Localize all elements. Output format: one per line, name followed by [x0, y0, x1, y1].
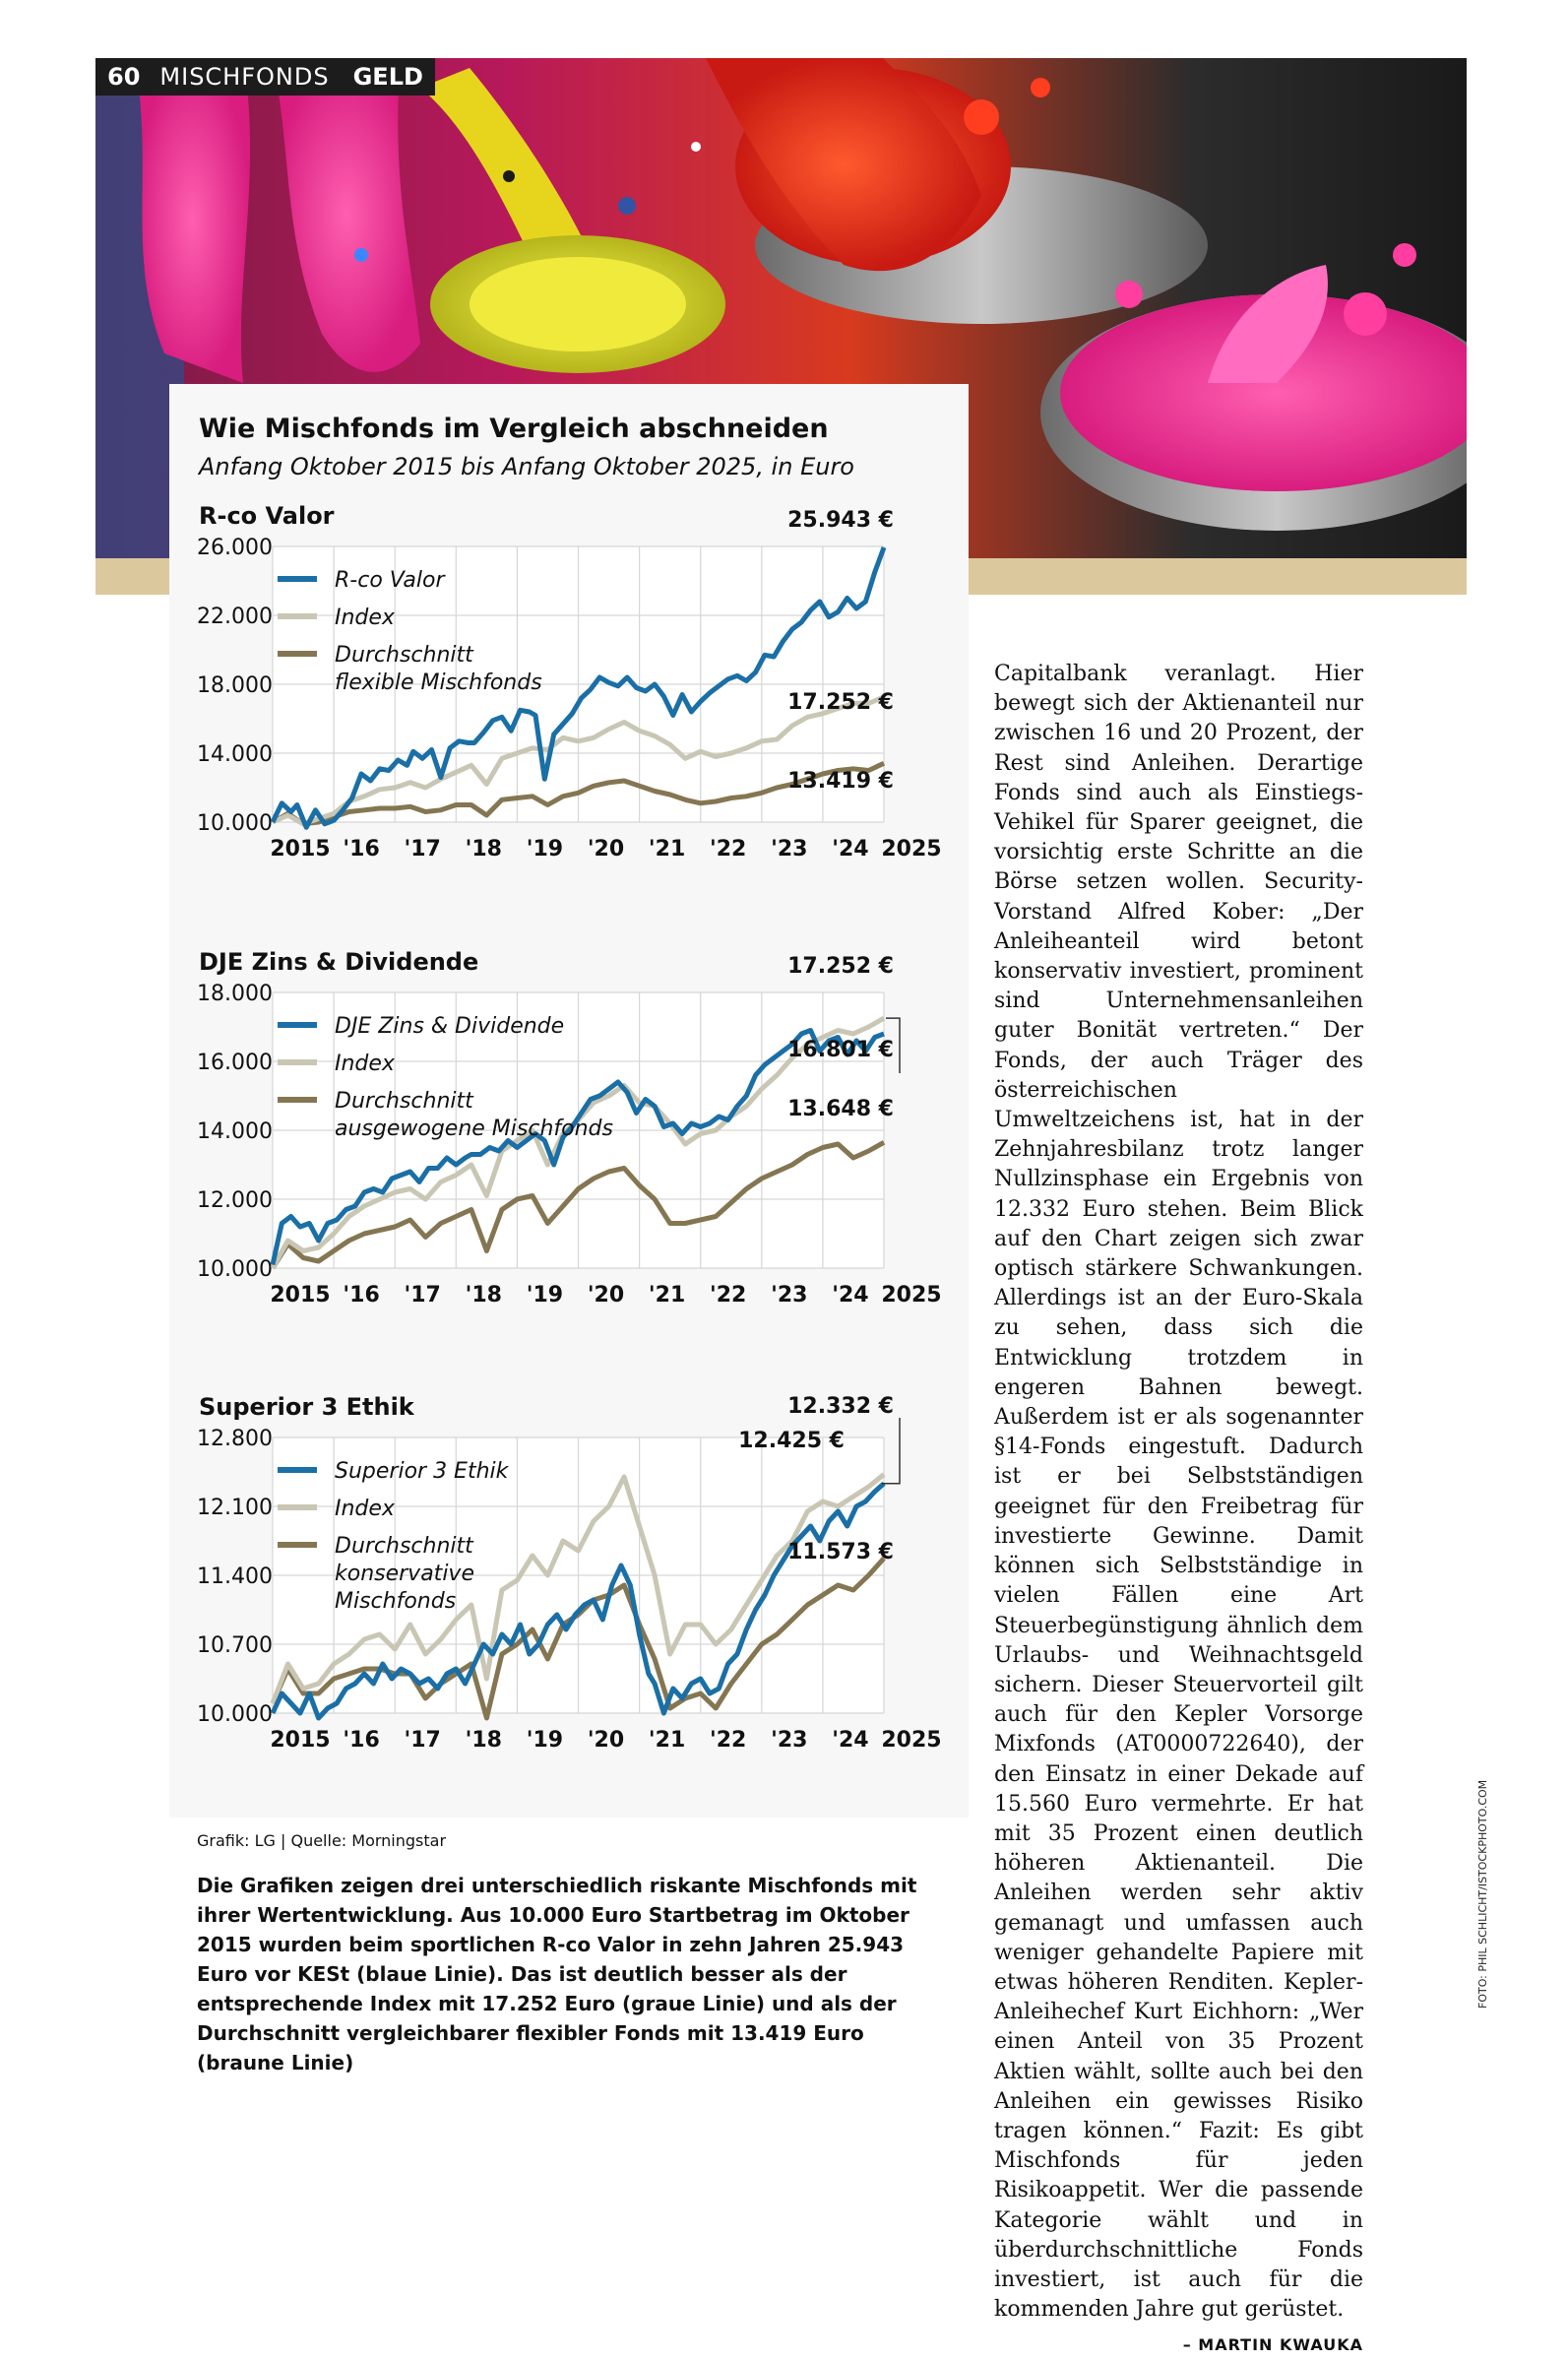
- x-tick-label: '24: [832, 1283, 869, 1308]
- x-tick-label: '23: [771, 1283, 808, 1308]
- article-body: Capitalbank veranlagt. Hier bewegt sich der Aktienanteil nur zwischen 16 und 20 Prozent, der Rest sind Anleihen. Derartige Fonds sind auch als Einstiegs-Vehikel für Sparer geeignet, die vorsichtig erste Schritte an die Börse setzen wollen. Security-Vorstand Alfred Kober: „Der Anleiheanteil wird betont konservativ investiert, prominent sind Unternehmensanleihen guter Bonität vertreten.“ Der Fonds, der auch Träger des österreichischen Umweltzeichens ist, hat in der Zehnjahresbilanz trotz langer Nullzinsphase ein Ergebnis von 12.332 Euro stehen. Beim Blick auf den Chart zeigen sich zwar optisch stärkere Schwankungen. Allerdings ist an der Euro-Skala zu sehen, dass sich die Entwicklung trotzdem in engeren Bahnen bewegt. Außerdem ist er als sogenannter §14-Fonds eingestuft. Dadurch ist er bei Selbstständigen geeignet für den Freibetrag für investierte Gewinne. Damit können sich Selbstständige in vielen Fällen eine Art Steuerbegünstigung ähnlich dem Urlaubs- und Weihnachtsgeld sichern. Dieser Steuervorteil gilt auch für den Kepler Vorsorge Mixfonds (AT0000722640), der den Einsatz in einer Dekade auf 15.560 Euro vermehrte. Er hat mit 35 Prozent einen deutlich höheren Aktienanteil. Die Anleihen werden sehr aktiv gemanagt und umfassen auch weniger gehandelte Papiere mit etwas höheren Renditen. Kepler-Anleihechef Kurt Eichhorn: „Wer einen Anteil von 35 Prozent Aktien wählt, sollte auch bei den Anleihen ein gewisses Risiko tragen können.“ Fazit: Es gibt Mischfonds für jeden Risikoappetit. Wer die passende Kategorie wählt und in überdurchschnittliche Fonds investiert, ist auch für die kommenden Jahre gut gerüstet.: [994, 662, 1363, 2323]
- y-tick-label: 12.800: [197, 1427, 273, 1451]
- page-number: 60: [107, 63, 141, 91]
- y-tick-label: 18.000: [197, 982, 273, 1006]
- legend-label: Durchschnitt: [335, 1534, 473, 1559]
- figure-source: Grafik: LG | Quelle: Morningstar: [197, 1831, 447, 1850]
- chart-superior: [169, 1393, 969, 1817]
- x-tick-label: 2025: [881, 1283, 942, 1308]
- article-column: [994, 660, 1363, 2361]
- end-value-label: 13.648 €: [787, 1097, 894, 1121]
- article-author: – MARTIN KWAUKA: [1182, 2335, 1363, 2355]
- y-tick-label: 12.100: [197, 1496, 273, 1520]
- x-tick-label: '19: [526, 1283, 564, 1308]
- legend-label: ausgewogene Mischfonds: [335, 1117, 613, 1141]
- figure-title: Wie Mischfonds im Vergleich abschneiden: [199, 414, 829, 444]
- legend-label: Superior 3 Ethik: [335, 1459, 509, 1484]
- legend-label: Mischfonds: [335, 1589, 457, 1614]
- x-tick-label: '20: [587, 837, 625, 861]
- x-tick-label: 2015: [270, 1283, 331, 1308]
- x-tick-label: '19: [526, 1728, 564, 1753]
- x-tick-label: '18: [465, 837, 502, 861]
- photo-credit: FOTO: PHIL SCHLICHT/ISTOCKPHOTO.COM: [1476, 1779, 1489, 2009]
- x-tick-label: '17: [404, 837, 441, 861]
- chart-svg: [169, 948, 969, 1372]
- x-tick-label: '20: [587, 1283, 625, 1308]
- chart-title: R-co Valor: [199, 502, 335, 530]
- chart-svg: [169, 1393, 969, 1817]
- x-tick-label: '24: [832, 1728, 869, 1753]
- x-tick-label: 2025: [881, 1728, 942, 1753]
- end-value-label: 12.425 €: [738, 1429, 845, 1453]
- legend-label: Durchschnitt: [335, 1089, 473, 1114]
- chart-dje: [169, 948, 969, 1372]
- y-tick-label: 14.000: [197, 742, 273, 767]
- end-value-label: 17.252 €: [787, 954, 894, 979]
- end-value-label: 25.943 €: [787, 508, 894, 533]
- legend-label: konservative: [335, 1562, 474, 1586]
- x-tick-label: '23: [771, 1728, 808, 1753]
- x-tick-label: '17: [404, 1283, 441, 1308]
- legend-label: DJE Zins & Dividende: [335, 1014, 565, 1039]
- end-value-label: 16.801 €: [787, 1038, 894, 1062]
- x-tick-label: '22: [710, 837, 747, 861]
- x-tick-label: '20: [587, 1728, 625, 1753]
- x-tick-label: '21: [648, 837, 686, 861]
- x-tick-label: '22: [710, 1283, 747, 1308]
- chart-svg: [169, 502, 969, 925]
- x-tick-label: '16: [343, 837, 380, 861]
- legend-label: Index: [335, 1052, 395, 1076]
- page-header: [95, 58, 435, 96]
- x-tick-label: 2015: [270, 1728, 331, 1753]
- x-tick-label: '18: [465, 1728, 502, 1753]
- x-tick-label: '16: [343, 1728, 380, 1753]
- x-tick-label: '16: [343, 1283, 380, 1308]
- x-tick-label: 2015: [270, 837, 331, 861]
- end-value-label: 12.332 €: [787, 1394, 894, 1419]
- value-bracket: [882, 1418, 900, 1484]
- y-tick-label: 10.000: [197, 1257, 273, 1282]
- legend-label: Durchschnitt: [335, 643, 473, 668]
- y-tick-label: 10.700: [197, 1633, 273, 1658]
- y-tick-label: 10.000: [197, 811, 273, 836]
- legend-label: Index: [335, 606, 395, 630]
- y-tick-label: 12.000: [197, 1188, 273, 1213]
- chart-title: Superior 3 Ethik: [199, 1393, 414, 1421]
- x-tick-label: '18: [465, 1283, 502, 1308]
- end-value-label: 11.573 €: [787, 1540, 894, 1564]
- chart-panel: [169, 384, 969, 1818]
- x-tick-label: '21: [648, 1728, 686, 1753]
- end-value-label: 13.419 €: [787, 769, 894, 794]
- y-tick-label: 22.000: [197, 605, 273, 629]
- chart-rco-valor: [169, 502, 969, 925]
- y-tick-label: 11.400: [197, 1564, 273, 1589]
- figure-caption: Die Grafiken zeigen drei unterschiedlich riskante Mischfonds mit ihrer Wertentwicklung. Aus 10.000 Euro Startbetrag im Oktober 2015 wurden beim sportlichen R-co Valor in zehn Jahren 25.943 Euro vor KESt (blaue Linie). Das ist deutlich besser als der entsprechende Index mit 17.252 Euro (graue Linie) und als der Durchschnitt vergleichbarer flexibler Fonds mit 13.419 Euro (braune Linie): [197, 1874, 917, 2074]
- y-tick-label: 10.000: [197, 1702, 273, 1727]
- y-tick-label: 16.000: [197, 1051, 273, 1075]
- category-label: GELD: [352, 63, 423, 91]
- x-tick-label: '22: [710, 1728, 747, 1753]
- x-tick-label: 2025: [881, 837, 942, 861]
- x-tick-label: '17: [404, 1728, 441, 1753]
- section-label: MISCHFONDS: [159, 63, 330, 91]
- x-tick-label: '24: [832, 837, 869, 861]
- legend-label: flexible Mischfonds: [335, 670, 542, 695]
- x-tick-label: '21: [648, 1283, 686, 1308]
- y-tick-label: 26.000: [197, 536, 273, 560]
- y-tick-label: 14.000: [197, 1119, 273, 1144]
- x-tick-label: '19: [526, 837, 564, 861]
- legend-label: R-co Valor: [335, 568, 445, 593]
- end-value-label: 17.252 €: [787, 690, 894, 715]
- legend-label: Index: [335, 1497, 395, 1521]
- y-tick-label: 18.000: [197, 673, 273, 698]
- chart-title: DJE Zins & Dividende: [199, 948, 479, 976]
- x-tick-label: '23: [771, 837, 808, 861]
- figure-subtitle: Anfang Oktober 2015 bis Anfang Oktober 2025, in Euro: [199, 453, 854, 480]
